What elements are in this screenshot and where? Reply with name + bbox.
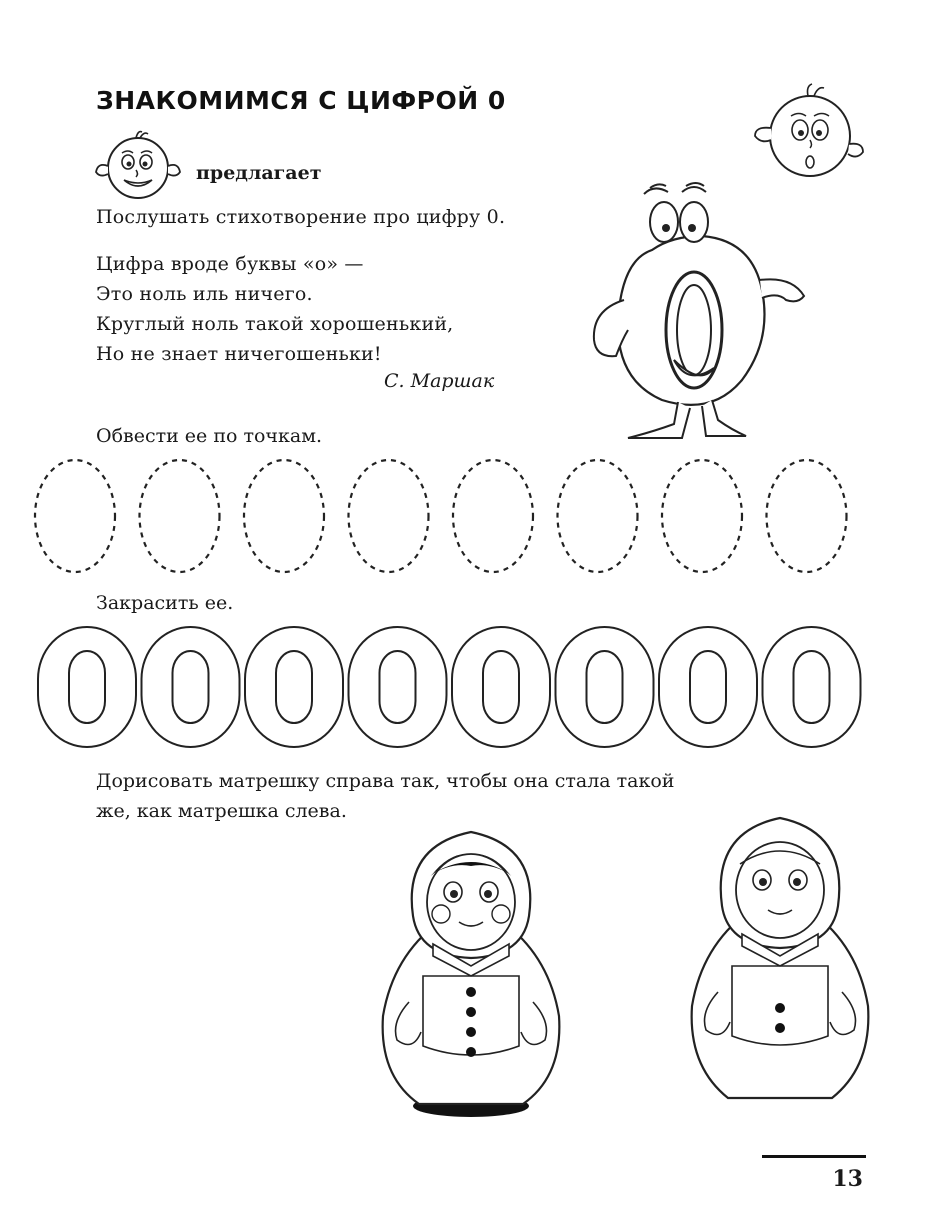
dotted-zero[interactable] — [767, 460, 847, 572]
page-number: 13 — [832, 1166, 863, 1192]
dotted-zero[interactable] — [453, 460, 533, 572]
page-title: ЗНАКОМИМСЯ С ЦИФРОЙ 0 — [96, 86, 506, 115]
task-trace-label: Обвести ее по точкам. — [96, 425, 323, 447]
matryoshka-incomplete[interactable] — [682, 812, 878, 1108]
dotted-zeros[interactable] — [33, 455, 869, 577]
outline-zero[interactable] — [38, 627, 136, 747]
task-draw-line-1: Дорисовать матрешку справа так, чтобы она стала такой — [96, 770, 675, 792]
matryoshka-complete — [373, 826, 569, 1120]
zero-character-illustration — [582, 180, 812, 442]
outline-zero[interactable] — [763, 627, 861, 747]
outline-zero[interactable] — [245, 627, 343, 747]
intro-text: Послушать стихотворение про цифру 0. — [96, 206, 506, 228]
poem-line-1: Цифра вроде буквы «о» — — [96, 253, 364, 275]
poem-author: С. Маршак — [384, 370, 495, 392]
outline-zero[interactable] — [556, 627, 654, 747]
poem-line-4: Но не знает ничегошеньки! — [96, 343, 382, 365]
dotted-zero[interactable] — [349, 460, 429, 572]
dotted-zero-row[interactable] — [33, 455, 869, 577]
surprised-face-icon — [752, 78, 868, 188]
outline-zeros[interactable] — [36, 625, 870, 751]
outline-zero[interactable] — [142, 627, 240, 747]
dotted-zero[interactable] — [558, 460, 638, 572]
task-color-label: Закрасить ее. — [96, 592, 234, 614]
outline-zero[interactable] — [452, 627, 550, 747]
outline-zero[interactable] — [349, 627, 447, 747]
poem-line-2: Это ноль иль ничего. — [96, 283, 313, 305]
dotted-zero[interactable] — [35, 460, 115, 572]
page-number-rule — [762, 1155, 866, 1158]
dotted-zero[interactable] — [244, 460, 324, 572]
smiling-face-icon — [92, 126, 184, 206]
poem-line-3: Круглый ноль такой хорошенький, — [96, 313, 454, 335]
task-draw-line-2: же, как матрешка слева. — [96, 800, 347, 822]
dotted-zero[interactable] — [662, 460, 742, 572]
dotted-zero[interactable] — [140, 460, 220, 572]
outline-zero[interactable] — [659, 627, 757, 747]
offers-text: предлагает — [196, 162, 322, 184]
outline-zero-row[interactable] — [36, 625, 870, 751]
